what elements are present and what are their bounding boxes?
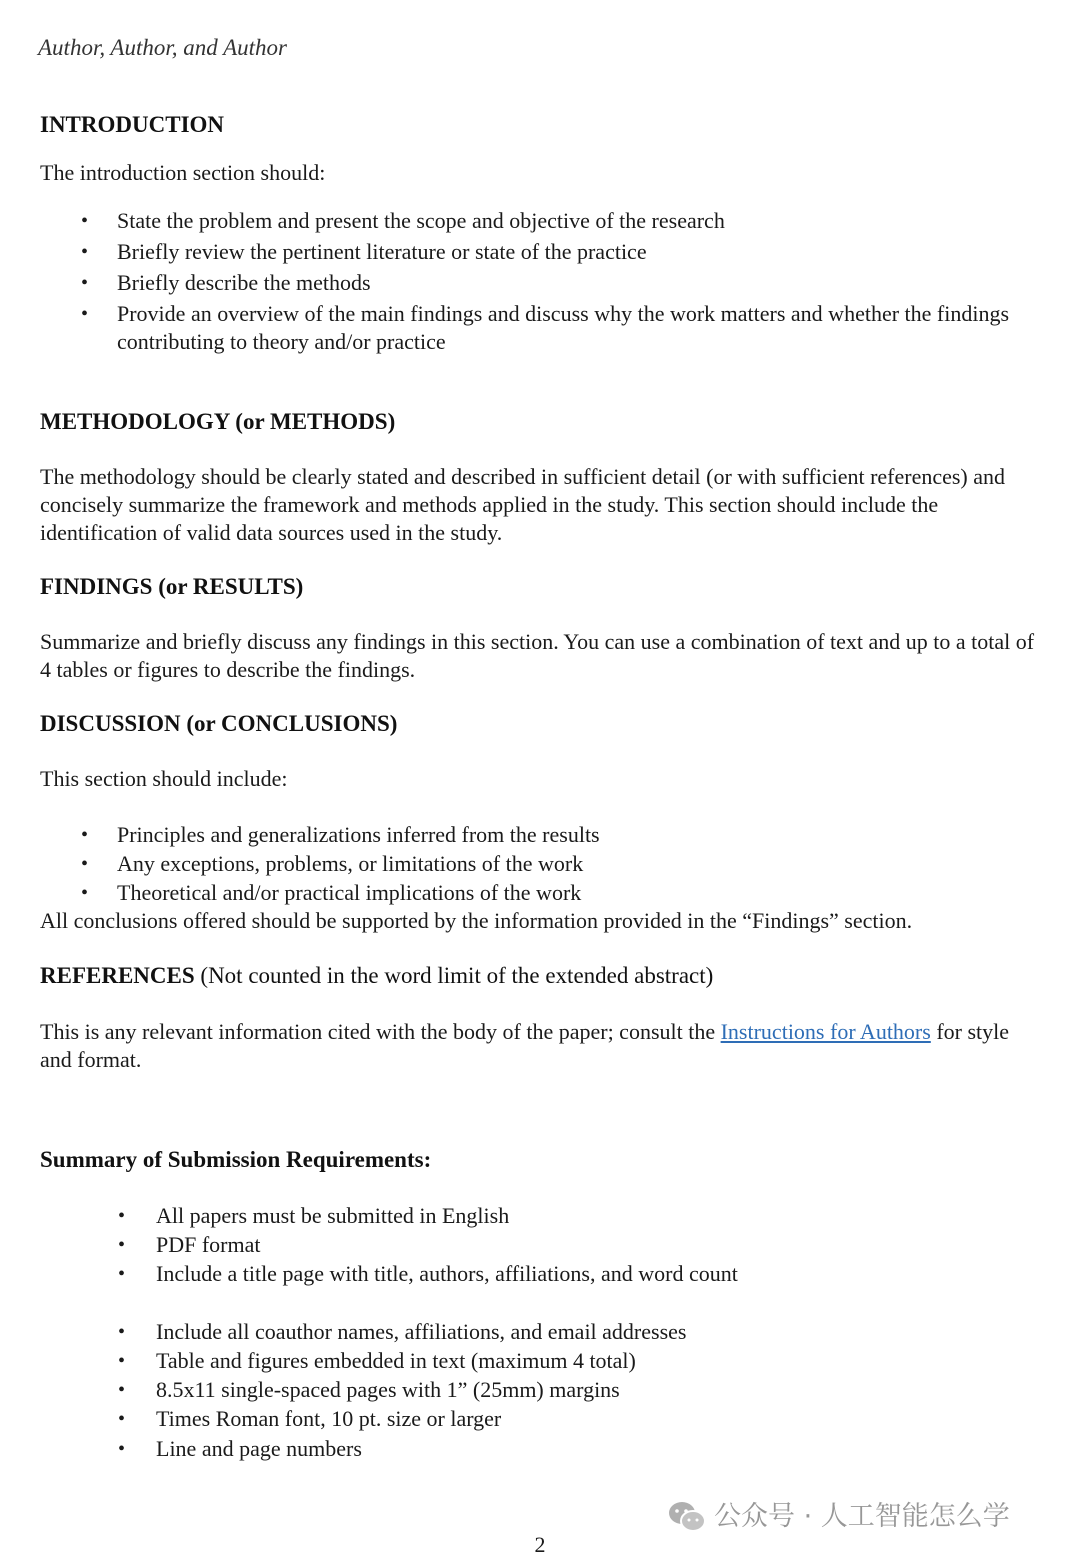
bullet-glyph: • [118, 1350, 126, 1372]
references-body-after: for style and format. [40, 1019, 1010, 1072]
wechat-icon [668, 1500, 706, 1534]
list-item [81, 300, 1017, 356]
instructions-for-authors-link[interactable]: Instructions for Authors [720, 1019, 931, 1044]
bullet-glyph: • [81, 210, 89, 232]
bullet-glyph: • [81, 882, 89, 904]
bullet-glyph: • [81, 241, 89, 263]
discussion-heading: DISCUSSION (or CONCLUSIONS) [40, 711, 398, 736]
bullet-glyph: • [81, 824, 89, 846]
methodology-body: The methodology should be clearly stated and described in sufficient detail (or with sufficient references) and concisely summarize the framework and methods applied in the study. This section should include the identification of valid data sources used in the study. [40, 464, 1006, 545]
bullet-glyph: • [81, 853, 89, 875]
list-item-text: Line and page numbers [156, 1436, 362, 1461]
findings-body: Summarize and briefly discuss any findings in this section. You can use a combination of text and up to a total of 4 tables or figures to describe the findings. [40, 629, 1035, 682]
list-item-text: Include a title page with title, authors, affiliations, and word count [156, 1261, 738, 1286]
references-body [40, 1018, 1045, 1074]
list-item-text: Table and figures embedded in text (maximum 4 total) [156, 1348, 636, 1373]
summary-bullet-list [0, 1202, 1080, 1464]
discussion-bullet-list [0, 821, 1080, 907]
bullet-glyph: • [118, 1205, 126, 1227]
list-item [81, 238, 1017, 269]
bullet-glyph: • [118, 1234, 126, 1256]
references-heading-line [40, 962, 713, 990]
introduction-lead: The introduction section should: [40, 160, 326, 185]
introduction-bullet-list [0, 207, 1080, 356]
bullet-glyph: • [118, 1379, 126, 1401]
list-item-text: Times Roman font, 10 pt. size or larger [156, 1406, 502, 1431]
references-body-before: This is any relevant information cited with the body of the paper; consult the [40, 1019, 721, 1044]
list-item [118, 1347, 776, 1376]
watermark-text: 公众号 · 人工智能怎么学 [714, 1501, 1010, 1532]
list-item [81, 821, 1017, 850]
list-item [118, 1231, 746, 1260]
list-item [81, 879, 1017, 907]
bullet-glyph: • [81, 303, 89, 325]
bullet-glyph: • [118, 1408, 126, 1430]
summary-heading: Summary of Submission Requirements: [40, 1147, 432, 1172]
list-item [118, 1376, 776, 1405]
list-item-text: Provide an overview of the main findings and discuss why the work matters and whether the findings contributing to theory and/or practice [117, 301, 1010, 354]
list-item [81, 850, 1017, 879]
list-item-text: Include all coauthor names, affiliations, and email addresses [156, 1319, 687, 1344]
bullet-glyph: • [118, 1263, 126, 1285]
list-item [81, 269, 1017, 300]
list-item-text: Principles and generalizations inferred from the results [117, 822, 600, 847]
list-item [118, 1318, 776, 1347]
list-item [118, 1202, 746, 1231]
list-item-text: 8.5x11 single-spaced pages with 1” (25mm) margins [156, 1377, 620, 1402]
bullet-glyph: • [118, 1438, 126, 1460]
list-item-text: Any exceptions, problems, or limitations of the work [117, 851, 584, 876]
running-header-authors: Author, Author, and Author [38, 35, 287, 60]
list-item-text: Briefly review the pertinent literature or state of the practice [117, 239, 647, 264]
list-item [81, 207, 1017, 238]
findings-heading: FINDINGS (or RESULTS) [40, 574, 304, 599]
discussion-lead: This section should include: [40, 766, 288, 791]
introduction-heading: INTRODUCTION [40, 112, 225, 137]
page-number: 2 [534, 1532, 546, 1557]
references-note: (Not counted in the word limit of the extended abstract) [200, 963, 714, 988]
methodology-heading: METHODOLOGY (or METHODS) [40, 409, 396, 434]
list-item-text: Theoretical and/or practical implications of the work [117, 880, 582, 905]
list-item [118, 1260, 746, 1318]
list-item-text: State the problem and present the scope and objective of the research [117, 208, 725, 233]
list-item [118, 1435, 776, 1464]
watermark [668, 1500, 1010, 1534]
bullet-glyph: • [81, 272, 89, 294]
list-item [118, 1405, 776, 1435]
discussion-closing: All conclusions offered should be supported by the information provided in the “Findings” section. [40, 908, 913, 933]
list-item-text: PDF format [156, 1232, 261, 1257]
list-item-text: All papers must be submitted in English [156, 1203, 510, 1228]
list-item-text: Briefly describe the methods [117, 270, 371, 295]
references-heading: REFERENCES [40, 963, 195, 988]
bullet-glyph: • [118, 1321, 126, 1343]
